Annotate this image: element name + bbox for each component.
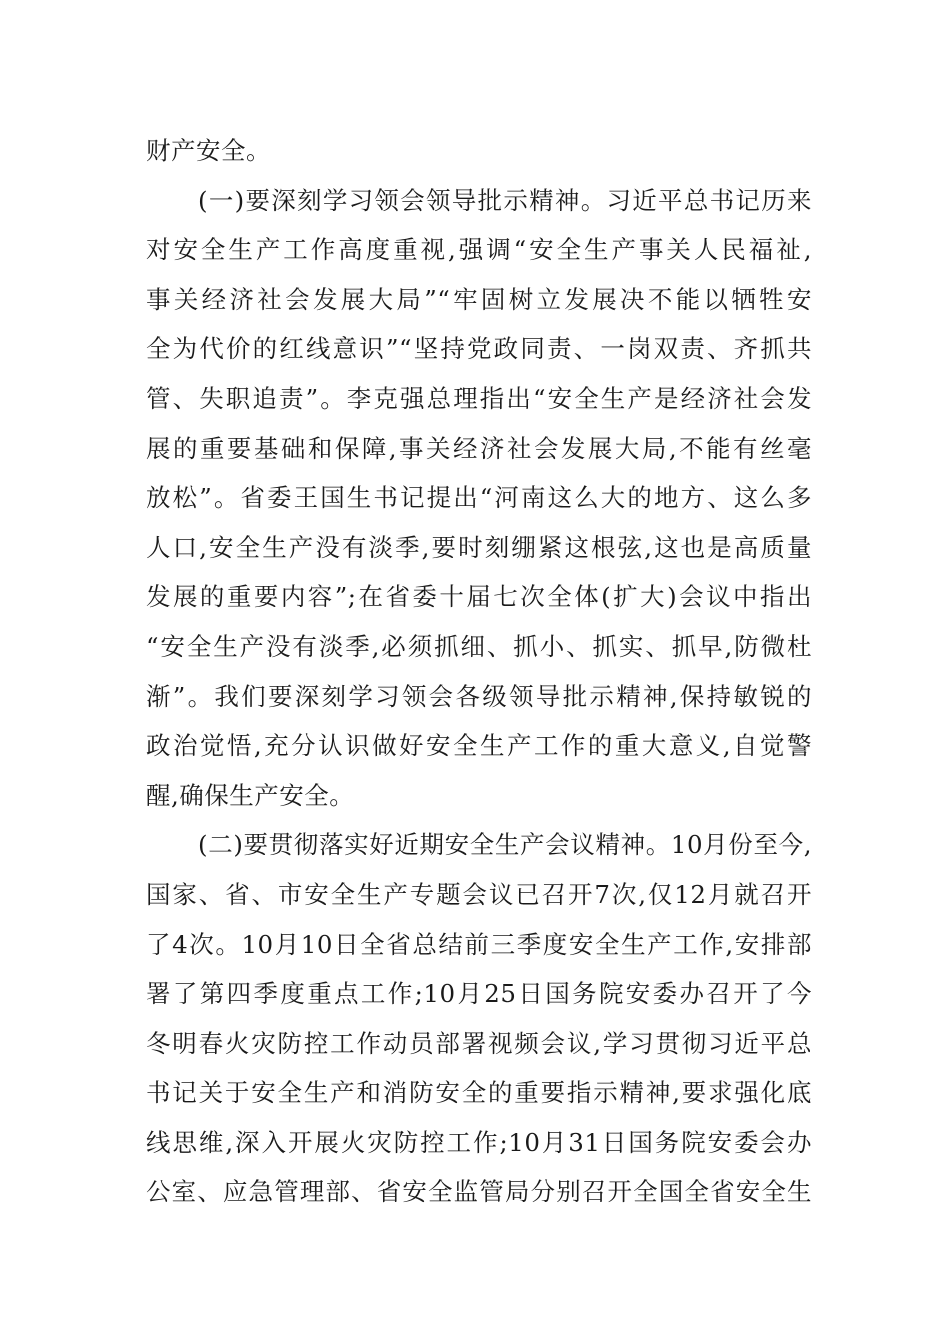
text-line: 公室、应急管理部、省安全监管局分别召开全国全省安全生 bbox=[146, 1177, 812, 1207]
text-line: 国家、省、市安全生产专题会议已召开7次,仅12月就召开 bbox=[146, 879, 812, 909]
document-body bbox=[146, 126, 812, 1217]
text-line: 展的重要基础和保障,事关经济社会发展大局,不能有丝毫 bbox=[146, 433, 812, 463]
text-line: 渐”。我们要深刻学习领会各级领导批示精神,保持敏锐的 bbox=[146, 681, 812, 711]
text-line: 对安全生产工作高度重视,强调“安全生产事关人民福祉, bbox=[146, 235, 812, 265]
text-line: 醒,确保生产安全。 bbox=[146, 780, 355, 810]
text-line: 了4次。10月10日全省总结前三季度安全生产工作,安排部 bbox=[146, 929, 812, 959]
text-line: 冬明春火灾防控工作动员部署视频会议,学习贯彻习近平总 bbox=[146, 1028, 812, 1058]
text-line: 全为代价的红线意识”“坚持党政同责、一岗双责、齐抓共 bbox=[146, 334, 812, 364]
text-line: 发展的重要内容”;在省委十届七次全体(扩大)会议中指出 bbox=[146, 582, 812, 612]
text-line: 财产安全。 bbox=[146, 136, 271, 165]
text-line: 管、失职追责”。李克强总理指出“安全生产是经济社会发 bbox=[146, 383, 812, 413]
text-line: “安全生产没有淡季,必须抓细、抓小、抓实、抓早,防微杜 bbox=[146, 631, 812, 661]
text-line: 事关经济社会发展大局”“牢固树立发展决不能以牺牲安 bbox=[146, 284, 812, 314]
section-1-heading-line: (一)要深刻学习领会领导批示精神。习近平总书记历来 bbox=[198, 185, 812, 215]
text-line: 线思维,深入开展火灾防控工作;10月31日国务院安委会办 bbox=[146, 1127, 812, 1157]
text-line: 书记关于安全生产和消防安全的重要指示精神,要求强化底 bbox=[146, 1078, 812, 1108]
text-line: 署了第四季度重点工作;10月25日国务院安委办召开了今 bbox=[146, 979, 812, 1009]
text-line: 政治觉悟,充分认识做好安全生产工作的重大意义,自觉警 bbox=[146, 731, 812, 761]
section-2-heading-line: (二)要贯彻落实好近期安全生产会议精神。10月份至今, bbox=[198, 830, 812, 860]
text-line: 放松”。省委王国生书记提出“河南这么大的地方、这么多 bbox=[146, 483, 812, 513]
text-line: 人口,安全生产没有淡季,要时刻绷紧这根弦,这也是高质量 bbox=[146, 532, 812, 562]
